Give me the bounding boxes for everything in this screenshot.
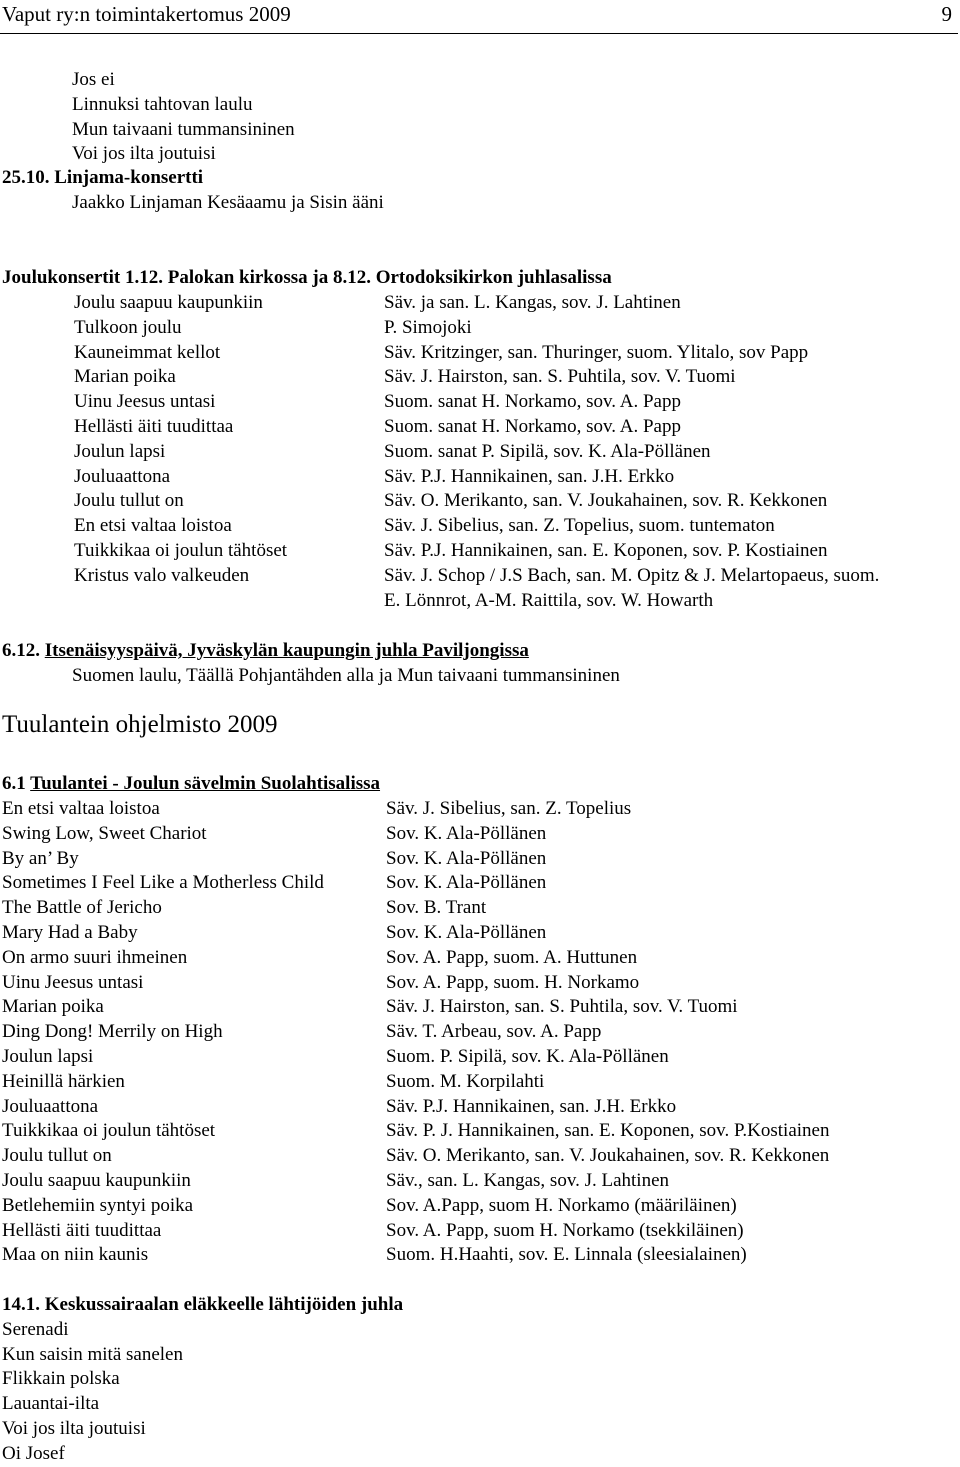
song-credit: Säv. P. J. Hannikainen, san. E. Koponen, sov. P.Kostiainen [386,1120,830,1142]
song-title: The Battle of Jericho [2,897,162,919]
song-title: Sometimes I Feel Like a Motherless Child [2,872,324,894]
table-row [74,440,879,465]
table-row [2,1194,829,1219]
table-row [74,390,879,415]
section-subtitle: Jaakko Linjaman Kesäaamu ja Sisin ääni [72,191,384,213]
song-credit: Säv. J. Hairston, san. S. Puhtila, sov. V. Tuomi [386,996,738,1018]
table-row [2,797,829,822]
tuulantein-heading: Tuulantein ohjelmisto 2009 [2,711,278,738]
song-title: Uinu Jeesus untasi [74,391,216,413]
song-title: Ding Dong! Merrily on High [2,1021,223,1043]
song-title: Jouluaattona [74,465,171,487]
table-row [74,341,879,366]
song-credit: Säv. J. Sibelius, san. Z. Topelius, suom. tuntematon [384,515,775,537]
table-row [2,1045,829,1070]
list-item: Flikkain polska [2,1368,120,1390]
document-title: Vaput ry:n toimintakertomus 2009 [2,2,291,26]
song-credit: Säv. ja san. L. Kangas, sov. J. Lahtinen [384,292,681,313]
list-item: Jos ei [72,69,115,90]
song-credit: Säv. P.J. Hannikainen, san. J.H. Erkko [386,1095,677,1117]
song-credit: Sov. K. Ala-Pöllänen [386,822,547,844]
song-title: Betlehemiin syntyi poika [2,1194,194,1216]
song-title: Hellästi äiti tuudittaa [74,415,234,437]
song-title: Kauneimmat kellot [74,341,221,363]
song-credit: P. Simojoki [384,316,472,338]
table-row [2,1169,829,1194]
table-row [74,365,879,390]
table-row [74,291,879,316]
song-title: Maa on niin kaunis [2,1244,149,1266]
song-credit: Säv. J. Sibelius, san. Z. Topelius [386,798,632,819]
song-credit: Suom. H.Haahti, sov. E. Linnala (sleesialainen) [386,1244,747,1266]
song-title: Hellästi äiti tuudittaa [2,1219,162,1241]
song-credit: E. Lönnrot, A-M. Raittila, sov. W. Howarth [384,589,714,611]
table-row [74,489,879,514]
tuulantei-table [2,797,829,1268]
page-header [2,2,952,28]
section-subtitle: Suomen laulu, Täällä Pohjantähden alla ja Mun taivaani tummansininen [72,664,620,686]
table-row [2,822,829,847]
section-heading: Joulukonsertit 1.12. Palokan kirkossa ja 8.12. Ortodoksikirkon juhlasalissa [2,267,612,288]
section-heading: 25.10. Linjama-konsertti [2,167,204,188]
song-credit: Suom. sanat H. Norkamo, sov. A. Papp [384,391,681,413]
list-item: Kun saisin mitä sanelen [2,1343,183,1365]
song-credit: Suom. sanat H. Norkamo, sov. A. Papp [384,415,681,437]
song-title: Joulu saapuu kaupunkiin [74,292,263,313]
list-item: Voi jos ilta joutuisi [2,1417,146,1439]
song-title: Marian poika [74,366,176,388]
song-credit: Säv., san. L. Kangas, sov. J. Lahtinen [386,1169,670,1191]
song-credit: Säv. O. Merikanto, san. V. Joukahainen, sov. R. Kekkonen [386,1145,830,1167]
table-row [2,1219,829,1244]
intro-song-list [72,68,295,167]
song-title: Tuikkikaa oi joulun tähtöset [74,539,288,561]
list-item: Linnuksi tahtovan laulu [72,93,253,115]
table-row [74,539,879,564]
song-title: En etsi valtaa loistoa [2,798,160,819]
song-title: Swing Low, Sweet Chariot [2,822,207,844]
table-row [2,871,829,896]
list-item: Serenadi [2,1318,69,1340]
song-credit: Sov. K. Ala-Pöllänen [386,847,547,869]
song-credit: Säv. J. Hairston, san. S. Puhtila, sov. V. Tuomi [384,366,736,388]
song-title: By an’ By [2,847,79,869]
song-title: Joulu tullut on [74,490,184,512]
song-title: Tulkoon joulu [74,316,182,338]
table-row [2,1095,829,1120]
table-row [2,847,829,872]
list-item: Oi Josef [2,1442,65,1464]
table-row [74,415,879,440]
song-title: On armo suuri ihmeinen [2,946,188,968]
linjama-section [2,166,384,216]
song-credit: Sov. A.Papp, suom H. Norkamo (määriläinen) [386,1194,737,1216]
song-credit: Sov. A. Papp, suom. H. Norkamo [386,971,640,993]
song-title: Joulu saapuu kaupunkiin [2,1169,191,1191]
song-title: Joulun lapsi [2,1045,94,1067]
song-title [74,589,384,614]
table-row [74,514,879,539]
table-row [2,1020,829,1045]
song-credit: Suom. M. Korpilahti [386,1070,545,1092]
table-row [2,995,829,1020]
section-heading [2,639,620,664]
song-credit: Säv. P.J. Hannikainen, san. J.H. Erkko [384,465,675,487]
song-title: Mary Had a Baby [2,921,138,943]
keskussairaala-section [2,1293,403,1467]
song-credit: Suom. sanat P. Sipilä, sov. K. Ala-Pöllänen [384,440,711,462]
list-item: Mun taivaani tummansininen [72,118,295,140]
table-row [2,1243,829,1268]
song-credit: Säv. J. Schop / J.S Bach, san. M. Opitz & J. Melartopaeus, suom. [384,564,880,586]
joulukonsertit-table [74,291,879,613]
song-title: Joulu tullut on [2,1145,112,1167]
tuulantei-section [2,772,380,797]
table-row [2,1144,829,1169]
table-row [2,896,829,921]
table-row [2,1070,829,1095]
table-row [74,316,879,341]
song-credit: Säv. P.J. Hannikainen, san. E. Koponen, sov. P. Kostiainen [384,539,828,561]
table-row [74,564,879,589]
song-credit: Säv. Kritzinger, san. Thuringer, suom. Ylitalo, sov Papp [384,341,809,363]
song-title: En etsi valtaa loistoa [74,515,232,537]
page-number: 9 [941,2,952,26]
song-credit: Säv. T. Arbeau, sov. A. Papp [386,1021,602,1043]
song-credit: Sov. A. Papp, suom. A. Huttunen [386,946,638,968]
song-credit: Suom. P. Sipilä, sov. K. Ala-Pöllänen [386,1045,669,1067]
song-credit: Säv. O. Merikanto, san. V. Joukahainen, sov. R. Kekkonen [384,490,828,512]
section-title: Tuulantei - Joulun sävelmin Suolahtisalissa [30,773,381,794]
song-title: Marian poika [2,996,104,1018]
table-row [2,921,829,946]
section-heading: 14.1. Keskussairaalan eläkkeelle lähtijöiden juhla [2,1294,404,1315]
song-credit: Sov. K. Ala-Pöllänen [386,872,547,894]
song-title: Tuikkikaa oi joulun tähtöset [2,1120,216,1142]
section-title: Itsenäisyyspäivä, Jyväskylän kaupungin juhla Paviljongissa [44,640,529,661]
table-row [74,589,879,614]
song-credit: Sov. A. Papp, suom H. Norkamo (tsekkiläinen) [386,1219,744,1241]
song-title: Jouluaattona [2,1095,99,1117]
table-row [2,946,829,971]
section-date: 6.1 [2,773,26,794]
song-title: Heinillä härkien [2,1070,125,1092]
song-credit: Sov. B. Trant [386,897,487,919]
table-row [2,971,829,996]
song-title: Uinu Jeesus untasi [2,971,144,993]
itsenaisyys-section [2,639,620,689]
table-row [2,1119,829,1144]
list-item: Lauantai-ilta [2,1393,100,1415]
section-heading [2,772,380,797]
table-row [74,465,879,490]
song-title: Kristus valo valkeuden [74,564,250,586]
song-title: Joulun lapsi [74,440,166,462]
header-divider [0,33,958,34]
section-date: 6.12. [2,640,40,661]
joulukonsertit-section [2,266,612,291]
song-credit: Sov. K. Ala-Pöllänen [386,921,547,943]
list-item: Voi jos ilta joutuisi [72,143,216,165]
